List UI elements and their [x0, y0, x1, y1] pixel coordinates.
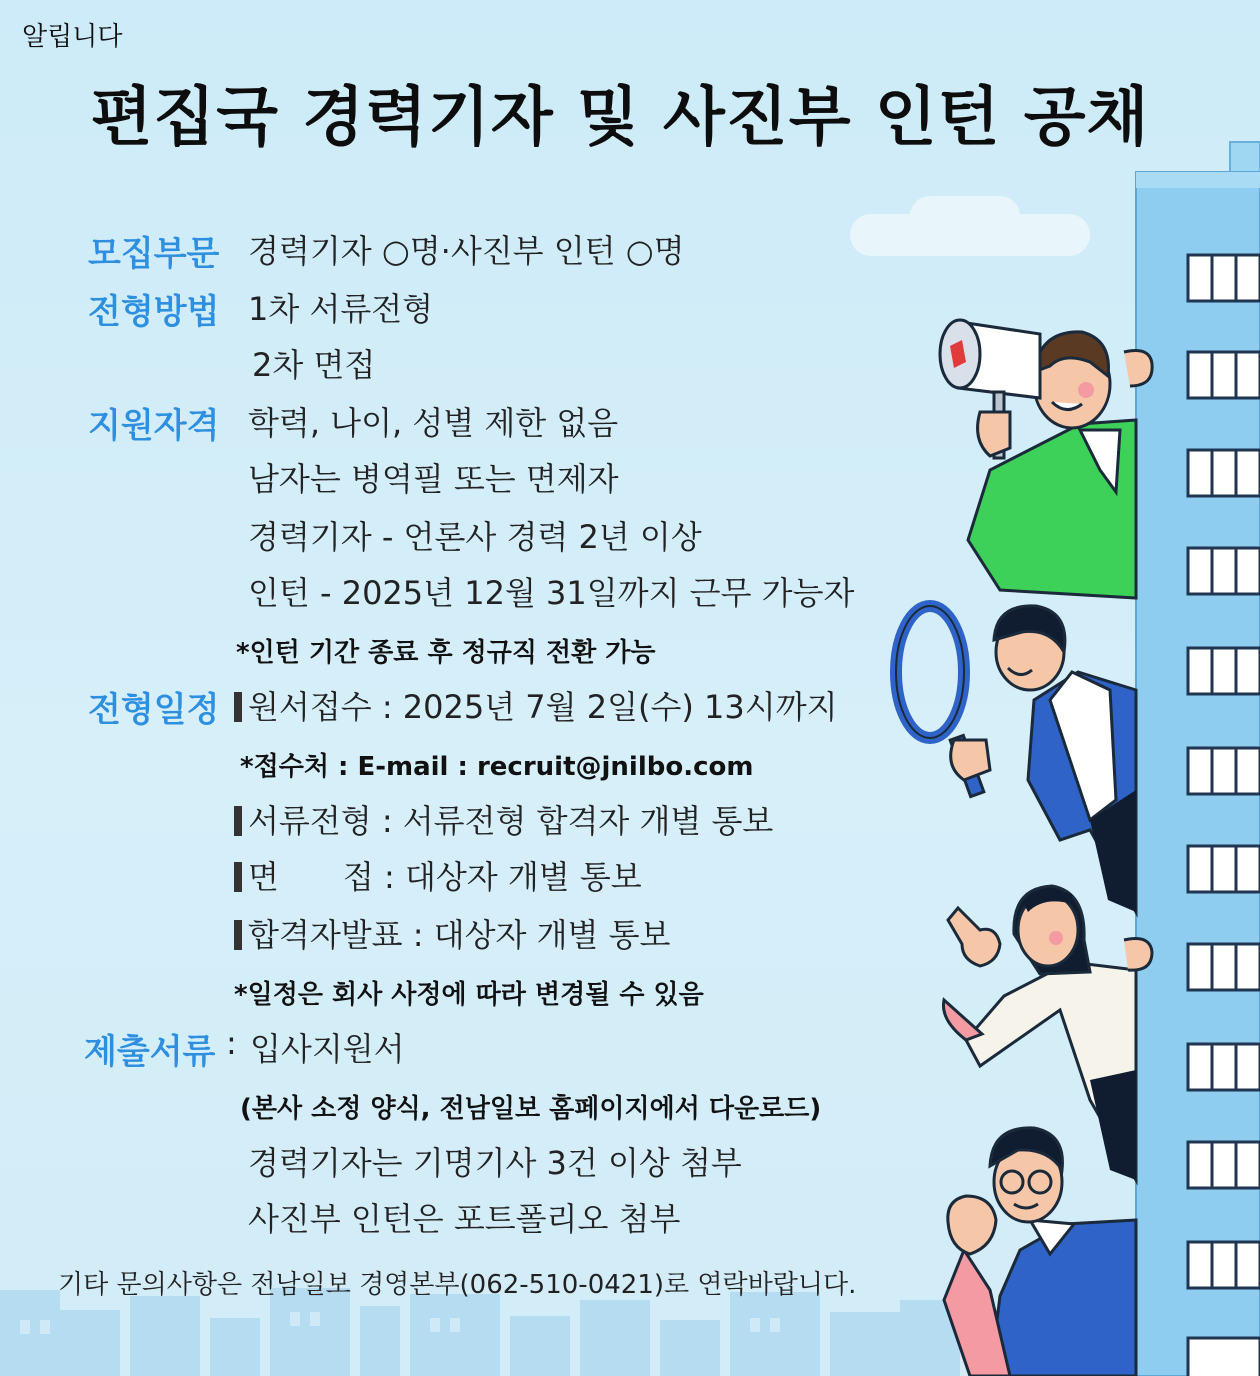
documents-line: 경력기자는 기명기사 3건 이상 첨부 — [248, 1144, 742, 1182]
schedule-note: *일정은 회사 사정에 따라 변경될 수 있음 — [234, 980, 704, 1010]
documents-colon: : — [226, 1024, 237, 1062]
method-line: 2차 면접 — [252, 346, 376, 384]
qualification-label: 지원자격 — [88, 406, 220, 446]
recruit-label: 모집부문 — [88, 234, 220, 274]
contact-footer: 기타 문의사항은 전남일보 경영본부(062-510-0421)로 연락바랍니다. — [58, 1270, 857, 1300]
qualification-line: 인턴 - 2025년 12월 31일까지 근무 가능자 — [248, 574, 855, 612]
documents-line: 입사지원서 — [250, 1030, 405, 1068]
schedule-item — [234, 796, 773, 842]
page-title: 편집국 경력기자 및 사진부 인턴 공채 — [90, 81, 1150, 155]
recruit-text: 경력기자 ○명·사진부 인턴 ○명 — [248, 232, 685, 270]
qualification-line: 학력, 나이, 성별 제한 없음 — [248, 404, 619, 442]
schedule-item-text: 면 접 : 대상자 개별 통보 — [248, 858, 642, 896]
qualification-line: 남자는 병역필 또는 면제자 — [248, 460, 619, 498]
schedule-email-note: *접수처 : E-mail : recruit@jnilbo.com — [240, 752, 754, 782]
method-label: 전형방법 — [88, 292, 220, 332]
documents-note: (본사 소정 양식, 전남일보 홈페이지에서 다운로드) — [240, 1094, 822, 1124]
schedule-item-text: 합격자발표 : 대상자 개별 통보 — [248, 916, 671, 954]
schedule-item — [234, 682, 838, 728]
bullet-bar — [234, 806, 242, 836]
bullet-bar — [234, 692, 242, 722]
qualification-line: 경력기자 - 언론사 경력 2년 이상 — [248, 518, 702, 556]
bullet-bar — [234, 920, 242, 950]
method-line: 1차 서류전형 — [248, 290, 434, 328]
qualification-note: *인턴 기간 종료 후 정규직 전환 가능 — [236, 638, 656, 668]
schedule-item-text: 원서접수 : 2025년 7월 2일(수) 13시까지 — [248, 688, 838, 726]
schedule-item — [234, 852, 642, 898]
notice-label: 알립니다 — [22, 22, 123, 52]
schedule-label: 전형일정 — [88, 690, 220, 730]
schedule-item-text: 서류전형 : 서류전형 합격자 개별 통보 — [248, 802, 774, 840]
bullet-bar — [234, 862, 242, 892]
documents-line: 사진부 인턴은 포트폴리오 첨부 — [248, 1200, 681, 1238]
schedule-item — [234, 910, 670, 956]
documents-label: 제출서류 — [84, 1032, 216, 1072]
